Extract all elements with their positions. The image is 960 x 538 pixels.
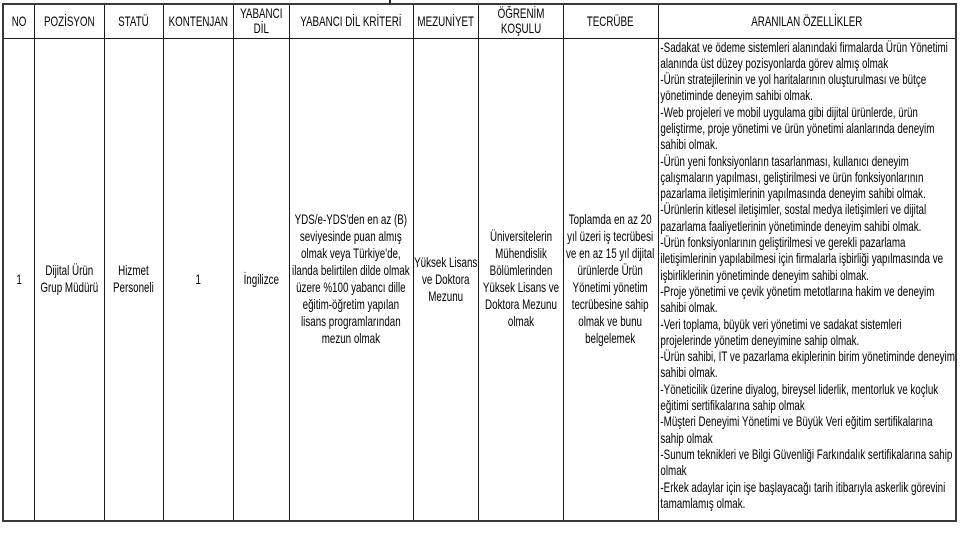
- requirement-item: -Ürün yeni fonksiyonların tasarlanması, kullanıcı deneyim çalışmaların yapılması, geliştirilmesi ve ürün fonksiyonlarının pazarlama iletişimlerinin yapılmasında deneyim sahibi olmak.: [659, 152, 926, 202]
- requirement-item: -Sunum teknikleri ve Bilgi Güvenliği Farkındalık sertifikalarına sahip olmak: [659, 445, 952, 479]
- col-header-pozisyon: POZİSYON: [34, 4, 104, 38]
- cell-no: 1: [3, 38, 34, 521]
- col-header-yabanci-dil: YABANCI DİL: [233, 4, 289, 38]
- col-header-aranilan-ozellikler: ARANILAN ÖZELLİKLER: [658, 4, 956, 38]
- col-header-yabanci-dil-kriteri: YABANCI DİL KRİTERİ: [289, 4, 413, 38]
- requirement-item: -Ürün fonksiyonlarının geliştirilmesi ve gerekli pazarlama iletişimlerinin yapılabilmesi için firmalarla işbirliği yapılmasında ve işbirliklerinin yönetiminde deneyim sahibi olmak.: [659, 234, 943, 283]
- requirement-item: -Ürün stratejilerinin ve yol haritalarının oluşturulması ve bütçe yönetiminde deneyim sahibi olmak.: [659, 71, 926, 104]
- col-header-ogrenim-kosulu: ÖĞRENİM KOŞULU: [478, 4, 563, 38]
- cell-yabanci-dil: İngilizce: [233, 38, 289, 521]
- requirement-item: -Müşteri Deneyimi Yönetimi ve Büyük Veri eğitim sertifikalarına sahip olmak: [659, 413, 933, 446]
- cell-ogrenim-kosulu: Üniversitelerin Mühendislik Bölümlerinden Yüksek Lisans ve Doktora Mezunu olmak: [478, 38, 563, 521]
- table-row: [3, 38, 956, 521]
- requirement-item: -Ürün sahibi, IT ve pazarlama ekiplerinin birim yönetiminde deneyim sahibi olmak.: [659, 348, 955, 381]
- cell-pozisyon: Dijital Ürün Grup Müdürü: [34, 38, 104, 521]
- job-requirements-table: [2, 3, 957, 522]
- requirement-item: -Ürünlerin kitlesel iletişimler, sostal medya iletişimleri ve dijital pazarlama faaliyetlerinin yönetiminde deneyim sahibi olmak.: [659, 201, 926, 234]
- requirements-list: [659, 39, 956, 512]
- col-header-no: NO: [3, 4, 34, 38]
- cell-tecrube: Toplamda en az 20 yıl üzeri iş tecrübesi ve en az 15 yıl dijital ürünlerde Ürün Yönetimi yönetim tecrübesine sahip olmak ve bunu belgelemek: [563, 38, 658, 521]
- requirement-item: -Yöneticilik üzerine diyalog, bireysel liderlik, mentorluk ve koçluk eğitimi sertifikalarına sahip olmak: [659, 380, 938, 414]
- requirement-item: -Web projeleri ve mobil uygulama gibi dijital ürünlerde, ürün geliştirme, proje yönetimi ve ürün yönetimi alanlarında deneyim sahibi olmak.: [659, 103, 934, 153]
- requirement-item: -Sadakat ve ödeme sistemleri alanındaki firmalarda Ürün Yönetimi alanında üst düzey pozisyonlarda görev almış olmak: [659, 38, 948, 71]
- cell-aranilan-ozellikler: [658, 38, 956, 521]
- requirement-item: -Erkek adaylar için işe başlayacağı tarih itibarıyla askerlik görevini tamamlamış olmak.: [659, 478, 945, 511]
- cell-statu: Hizmet Personeli: [104, 38, 163, 521]
- cell-yabanci-dil-kriteri: YDS/e-YDS'den en az (B) seviyesinde puan almış olmak veya Türkiye'de, ilanda belirtilen dilde olmak üzere %100 yabancı dille eğitim-öğretim yapılan lisans programlarından mezun olmak: [289, 38, 413, 521]
- col-header-kontenjan: KONTENJAN: [163, 4, 233, 38]
- col-header-statu: STATÜ: [104, 4, 163, 38]
- requirement-item: -Proje yönetimi ve çevik yönetim metotlarına hakim ve deneyim sahibi olmak.: [659, 282, 934, 316]
- cell-mezuniyet: Yüksek Lisans ve Doktora Mezunu: [413, 38, 478, 521]
- cell-kontenjan: 1: [163, 38, 233, 521]
- requirement-item: -Veri toplama, büyük veri yönetimi ve sadakat sistemleri projelerinde yönetim deneyimine sahip olmak.: [659, 315, 902, 348]
- col-header-mezuniyet: MEZUNİYET: [413, 4, 478, 38]
- header-row: [3, 4, 956, 38]
- col-header-tecrube: TECRÜBE: [563, 4, 658, 38]
